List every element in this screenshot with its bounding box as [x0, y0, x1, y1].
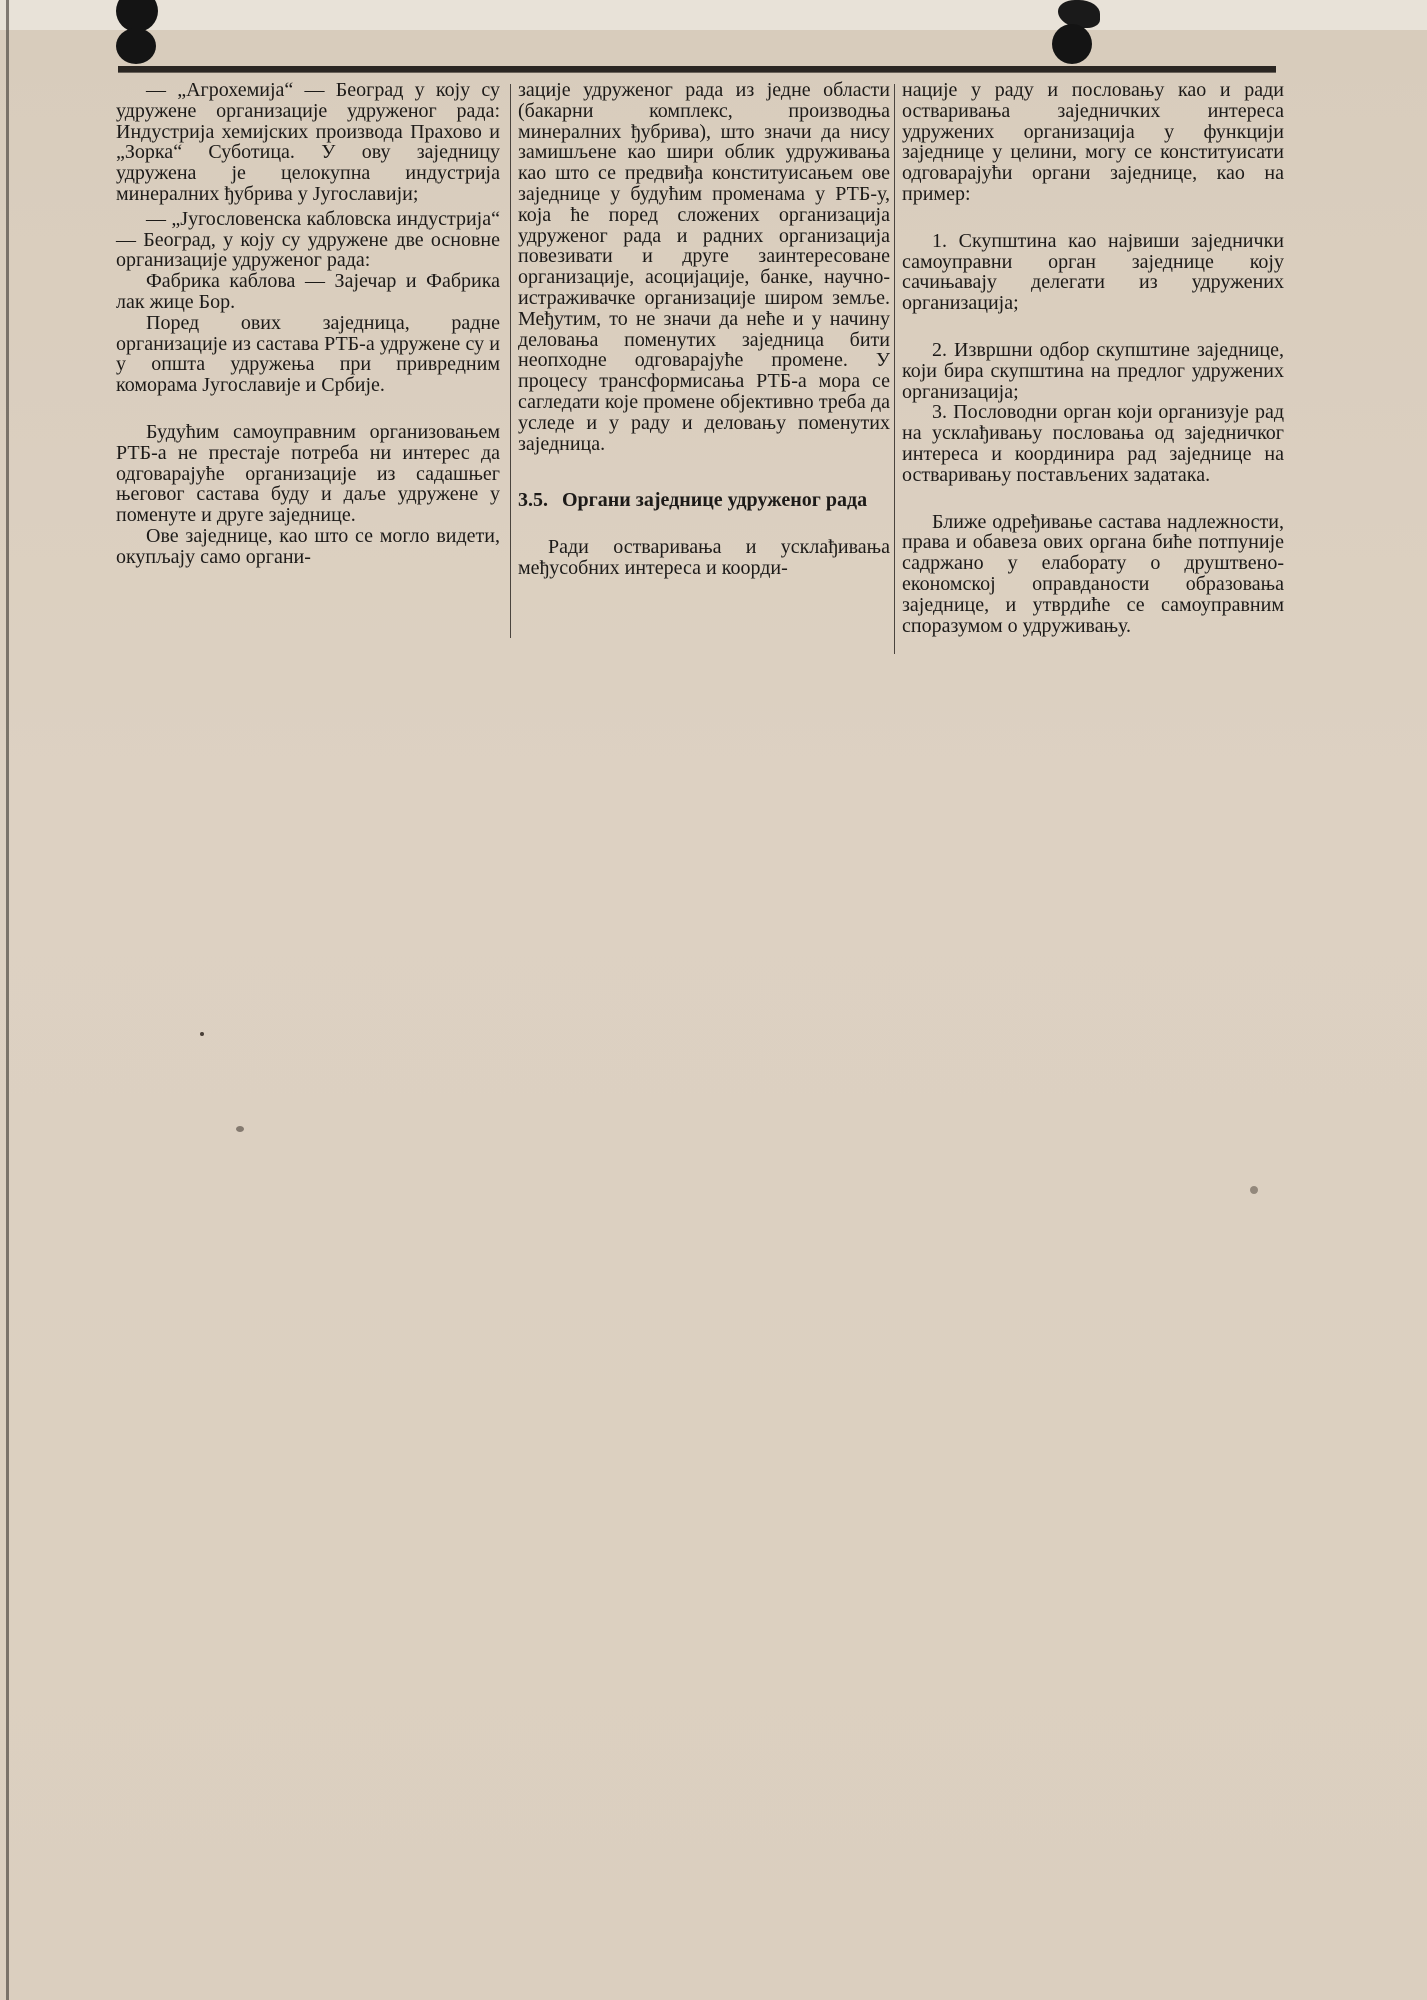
paragraph: Ове заједнице, као што се могло видети, окупљају само органи-: [116, 524, 500, 568]
paragraph: Фабрика каблова — Зајечар и Фабрика лак жице Бор.: [116, 270, 500, 313]
paragraph: Ради остваривања и усклађивања међусобних интереса и коорди-: [518, 536, 890, 579]
text-column-2: [518, 80, 890, 579]
column-divider-2: [894, 84, 895, 654]
paragraph: Поред ових заједница, радне организације из састава РТБ-а удружене су и у општа удружења при привредним коморама Југославије и Србије.: [116, 311, 500, 397]
page-left-edge: [6, 0, 9, 2000]
paragraph: Ближе одређивање састава надлежности, права и обавеза ових органа биће потпуније садржано у елаборату о друштвено-економској оправданости образовања заједнице, и утврдиће се самоуправним споразумом о удруживању.: [902, 510, 1284, 637]
punch-hole-right: [1052, 24, 1092, 64]
paper-speck: [1250, 1186, 1258, 1194]
section-title: Органи заједнице удруженог рада: [562, 489, 868, 512]
section-number: 3.5.: [518, 489, 548, 512]
paragraph: зације удруженог рада из једне области (бакарни комплекс, производња минералних ђубрива), што значи да нису замишљене као шири облик удруживања као што се предвиђа конституисањем ове заједнице у будућим променама у РТБ-у, која ће поред сложених организација удруженог рада и радних организација повезивати и друге заинтересоване организације, асоцијације, банке, научно-истраживачке организације широм земље. Међутим, то не значи да неће и у начину деловања поменутих заједница бити неопходне одговарајуће промене. У процесу трансформисања РТБ-а мора се сагледати које промене објективно треба да уследе и у раду и деловању поменутих заједница.: [518, 79, 890, 455]
header-rule: [118, 66, 1276, 73]
paragraph: — „Југословенска кабловска индустрија“ — Београд, у коју су удружене две основне организације удруженог рада:: [116, 207, 500, 272]
text-column-1: [116, 80, 500, 568]
text-column-3: [902, 80, 1284, 636]
list-item: 1. Скупштина као највиши заједнички самоуправни орган заједнице коју сачињавају делегати из удружених организација;: [902, 229, 1284, 315]
list-item: 3. Пословодни орган који организује рад на усклађивању пословања од заједничког интереса и координира рад заједнице на остваривању постављених задатака.: [902, 401, 1284, 486]
paragraph: нације у раду и пословању као и ради остваривања заједничких интереса удружених организација у функцији заједнице у целини, могу се конституисати одговарајући органи заједнице, као на пример:: [902, 79, 1284, 205]
paragraph: — „Агрохемија“ — Београд у коју су удружене организације удруженог рада: Индустрија хемијских производа Прахово и „Зорка“ Суботица. У ову заједницу удружена је целокупна индустрија минералних ђубрива у Југославији;: [116, 79, 500, 205]
list-item: 2. Извршни одбор скупштине заједнице, који бира скупштина на предлог удружених организација;: [902, 338, 1284, 403]
paragraph: Будућим самоуправним организовањем РТБ-а не престаје потреба ни интерес да одговарајуће организације из садашњег његовог састава буду и даље удружене у поменуте и друге заједнице.: [116, 420, 500, 527]
column-divider-1: [510, 84, 511, 638]
paper-speck: [236, 1126, 244, 1132]
section-heading: [518, 490, 890, 511]
top-margin-strip: [0, 0, 1427, 30]
paper-speck: [200, 1032, 204, 1036]
punch-hole-left: [116, 28, 156, 64]
